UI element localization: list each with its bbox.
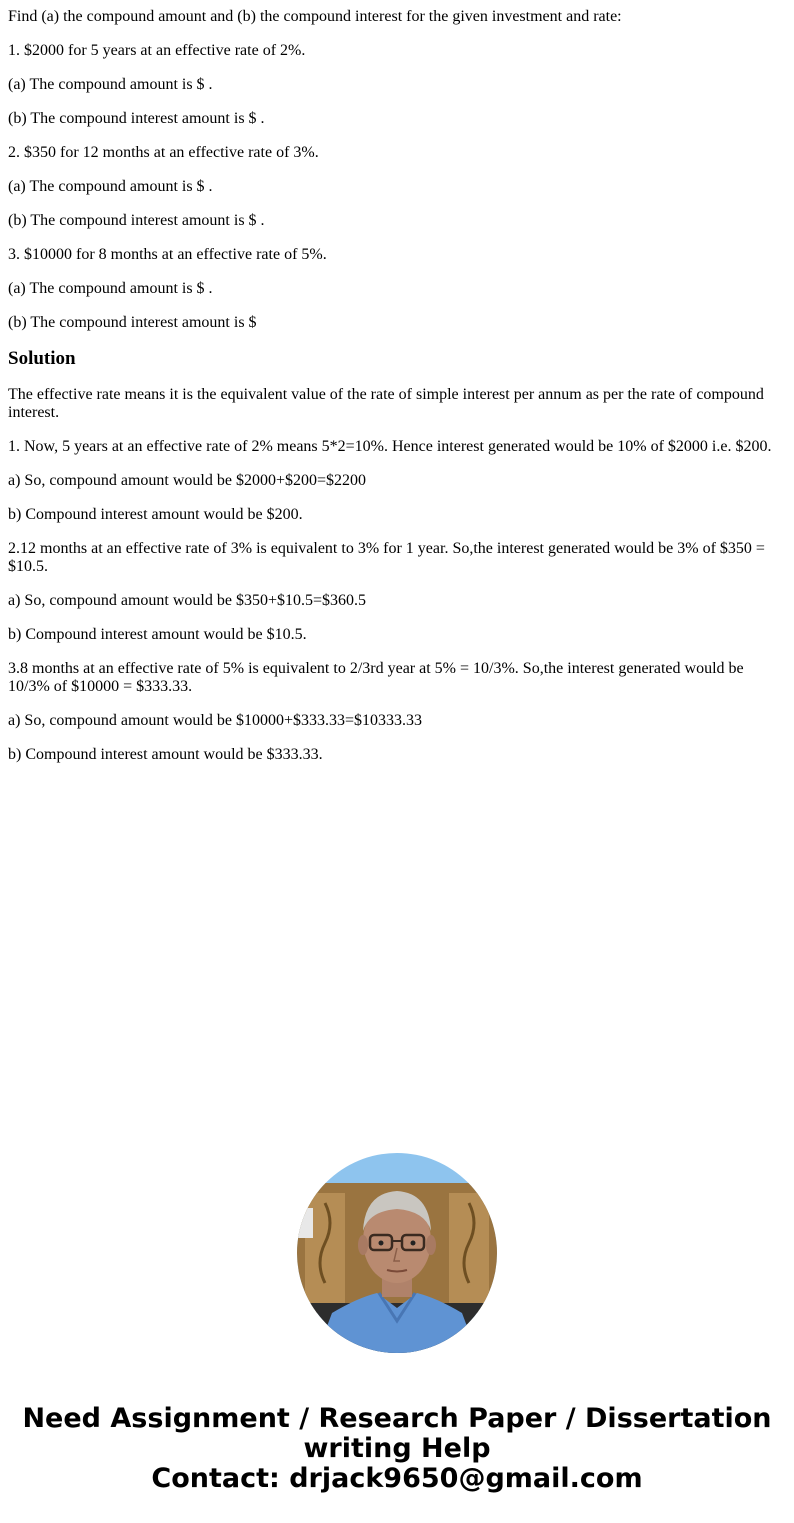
solution-2-answer-b: b) Compound interest amount would be $10.5. xyxy=(8,626,307,643)
tutor-portrait-image xyxy=(297,1153,497,1353)
solution-1-answer-a: a) So, compound amount would be $2000+$200=$2200 xyxy=(8,472,367,489)
solution-intro: The effective rate means it is the equivalent value of the rate of simple interest per annum as per the rate of compound interest. xyxy=(8,386,764,421)
question-1-part-a: (a) The compound amount is $ . xyxy=(8,76,213,93)
solution-2-explanation: 2.12 months at an effective rate of 3% is equivalent to 3% for 1 year. So,the interest generated would be 3% of $350 = $10.5. xyxy=(8,540,765,575)
promo-line-2: writing Help xyxy=(303,1433,491,1464)
question-1-part-b: (b) The compound interest amount is $ . xyxy=(8,110,265,127)
promo-banner xyxy=(0,1404,794,1494)
promo-contact: Contact: drjack9650@gmail.com xyxy=(151,1463,643,1494)
question-2-prompt: 2. $350 for 12 months at an effective rate of 3%. xyxy=(8,144,319,161)
question-2-part-a: (a) The compound amount is $ . xyxy=(8,178,213,195)
question-2-part-b: (b) The compound interest amount is $ . xyxy=(8,212,265,229)
solution-1-explanation: 1. Now, 5 years at an effective rate of 2% means 5*2=10%. Hence interest generated would be 10% of $2000 i.e. $200. xyxy=(8,438,772,455)
question-intro: Find (a) the compound amount and (b) the compound interest for the given investment and rate: xyxy=(8,8,622,25)
solution-3-answer-a: a) So, compound amount would be $10000+$333.33=$10333.33 xyxy=(8,712,423,729)
solution-3-explanation: 3.8 months at an effective rate of 5% is equivalent to 2/3rd year at 5% = 10/3%. So,the interest generated would be 10/3% of $10000 = $333.33. xyxy=(8,660,744,695)
solution-heading: Solution xyxy=(8,348,76,369)
question-3-part-a: (a) The compound amount is $ . xyxy=(8,280,213,297)
solution-2-answer-a: a) So, compound amount would be $350+$10.5=$360.5 xyxy=(8,592,367,609)
question-1-prompt: 1. $2000 for 5 years at an effective rate of 2%. xyxy=(8,42,306,59)
question-3-part-b: (b) The compound interest amount is $ xyxy=(8,314,257,331)
promo-line-1: Need Assignment / Research Paper / Dissertation xyxy=(22,1403,772,1434)
solution-1-answer-b: b) Compound interest amount would be $200. xyxy=(8,506,303,523)
solution-3-answer-b: b) Compound interest amount would be $333.33. xyxy=(8,746,323,763)
tutor-photo xyxy=(297,1153,497,1353)
question-3-prompt: 3. $10000 for 8 months at an effective rate of 5%. xyxy=(8,246,327,263)
